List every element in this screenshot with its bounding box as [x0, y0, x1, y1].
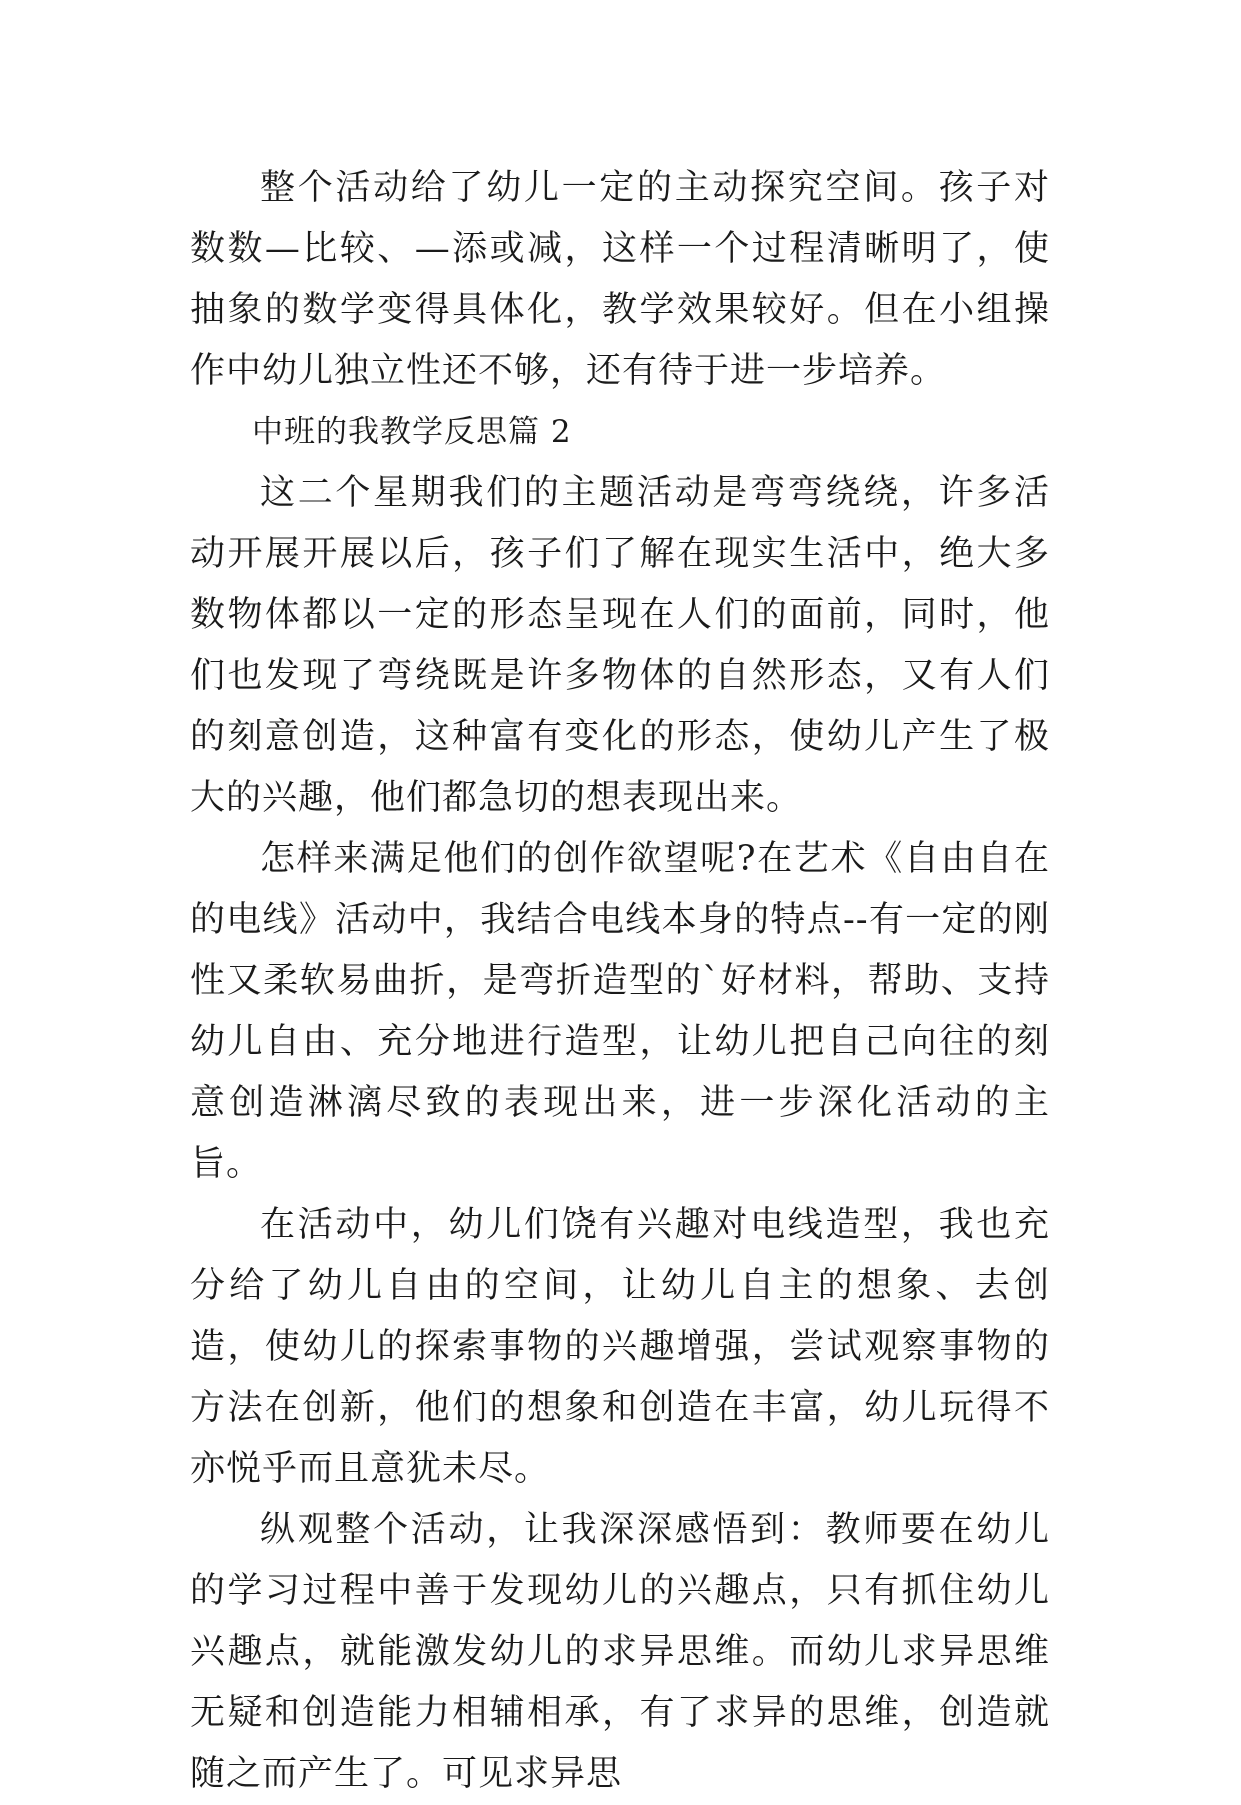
- paragraph-activity-summary: 整个活动给了幼儿一定的主动探究空间。孩子对数数—比较、—添或减，这样一个过程清晰明了，使抽象的数学变得具体化，教学效果较好。但在小组操作中幼儿独立性还不够，还有待于进一步培养。: [190, 168, 1050, 391]
- section-heading: 中班的我教学反思篇 2: [252, 414, 572, 450]
- paragraph-art-activity: 怎样来满足他们的创作欲望呢?在艺术《自由自在的电线》活动中，我结合电线本身的特点--有一定的刚性又柔软易曲折，是弯折造型的`好材料，帮助、支持幼儿自由、充分地进行造型，让幼儿把自己向往的刻意创造淋漓尽致的表现出来，进一步深化活动的主旨。: [190, 839, 1050, 1184]
- paragraph-theme-activity: 这二个星期我们的主题活动是弯弯绕绕，许多活动开展开展以后，孩子们了解在现实生活中，绝大多数物体都以一定的形态呈现在人们的面前，同时，他们也发现了弯绕既是许多物体的自然形态，又有人们的刻意创造，这种富有变化的形态，使幼儿产生了极大的兴趣，他们都急切的想表现出来。: [190, 473, 1050, 818]
- paragraph-during-activity: 在活动中，幼儿们饶有兴趣对电线造型，我也充分给了幼儿自由的空间，让幼儿自主的想象、去创造，使幼儿的探索事物的兴趣增强，尝试观察事物的方法在创新，他们的想象和创造在丰富，幼儿玩得不亦悦乎而且意犹未尽。: [190, 1205, 1050, 1489]
- paragraph-reflection: 纵观整个活动，让我深深感悟到：教师要在幼儿的学习过程中善于发现幼儿的兴趣点，只有抓住幼儿兴趣点，就能激发幼儿的求异思维。而幼儿求异思维无疑和创造能力相辅相承，有了求异的思维，创造就随之而产生了。可见求异思: [190, 1510, 1050, 1794]
- document-body: [190, 158, 1050, 1805]
